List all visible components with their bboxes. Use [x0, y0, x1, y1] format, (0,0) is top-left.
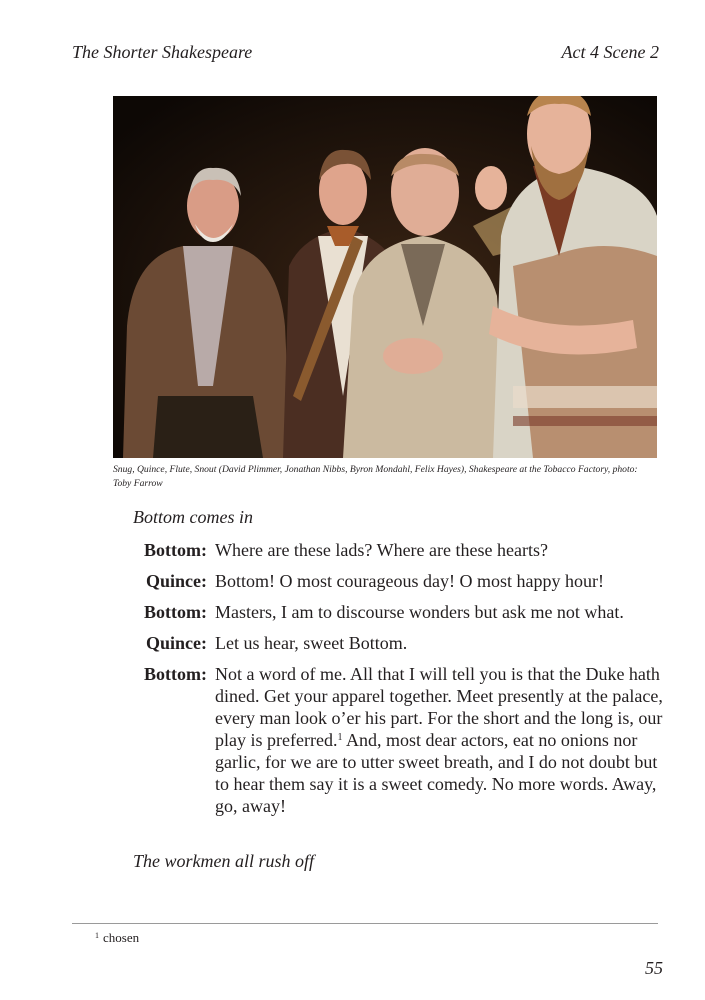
footnote-divider [72, 923, 658, 924]
speech-text-part: Not a word of me. All that I will tell you is that the Duke hath dined. Get your apparel together. Meet presently at the palace, every man look o’er his part. For the short and the long is, our play is preferred. [215, 664, 663, 750]
speaker-name: Bottom: [144, 664, 207, 684]
stage-direction-entrance: Bottom comes in [133, 507, 253, 527]
photo-caption: Snug, Quince, Flute, Snout (David Plimmer, Jonathan Nibbs, Byron Mondahl, Felix Hayes), Shakespeare at the Tobacco Factory, photo: Toby Farrow [113, 464, 638, 489]
speaker-name: Quince: [146, 633, 207, 653]
actors-photo-illustration [113, 96, 657, 458]
speaker-name: Bottom: [144, 540, 207, 560]
page-number: 55 [645, 958, 663, 978]
speech-text [215, 663, 665, 817]
footnote [95, 930, 139, 946]
speech-text: Where are these lads? Where are these hearts? [215, 540, 548, 560]
footnote-marker: 1 [95, 931, 99, 940]
footnote-reference: 1 [337, 732, 343, 743]
speech-text: Let us hear, sweet Bottom. [215, 633, 408, 653]
speech-text-part: And, most dear actors, eat no onions nor garlic, for we are to utter sweet breath, and I do not doubt but to hear them say it is a sweet comedy. No more words. Away, go, away! [215, 730, 658, 816]
speech-text: Bottom! O most courageous day! O most happy hour! [215, 571, 604, 591]
footnote-text: chosen [103, 930, 140, 945]
section-title: Act 4 Scene 2 [561, 42, 659, 62]
speech-text: Masters, I am to discourse wonders but ask me not what. [215, 602, 624, 622]
running-header [72, 42, 659, 66]
speaker-name: Quince: [146, 571, 207, 591]
speaker-name: Bottom: [144, 602, 207, 622]
book-title: The Shorter Shakespeare [72, 42, 253, 62]
production-photo [113, 96, 657, 458]
stage-direction-exit: The workmen all rush off [133, 851, 315, 871]
